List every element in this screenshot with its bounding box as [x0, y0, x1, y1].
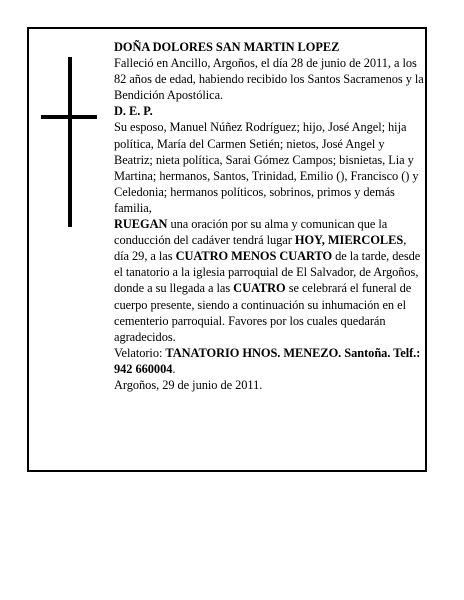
obituary-text: [114, 39, 424, 393]
latin-cross-icon: [41, 57, 97, 227]
dep-line: D. E. P.: [114, 104, 153, 119]
wake-place: TANATORIO HNOS. MENEZO.: [165, 345, 342, 360]
request-text-4: se celebrará el funeral de cuerpo presente, siendo a continuación su inhumación en el cementerio parroquial. Favores por los cuales quedarán agradecidos.: [114, 281, 412, 344]
funeral-request: [114, 216, 424, 345]
request-text-3: de la tarde, desde el tanatorio a la iglesia parroquial de El Salvador, de Argoños, donde a su llegada a las: [114, 249, 421, 296]
deceased-name: DOÑA DOLORES SAN MARTIN LOPEZ: [114, 40, 340, 54]
request-bold: RUEGAN: [114, 217, 168, 232]
time-bold: CUATRO MENOS CUARTO: [175, 249, 333, 264]
place-date: Argoños, 29 de junio de 2011.: [114, 377, 263, 392]
family-list: Su esposo, Manuel Núñez Rodríguez; hijo, José Angel; hija política, María del Carmen Setién; nietos, José Angel y Beatriz; nieta política, Sarai Gómez Campos; bisnietas, Lia y Martina; hermanos, Santos, Trinidad, Emilio (), Francisco () y Celedonia; hermanos políticos, sobrinos, primos y demás familia,: [114, 120, 419, 215]
obituary-notice: [27, 27, 427, 472]
day-bold: HOY, MIERCOLES: [294, 233, 404, 248]
wake-end: .: [172, 361, 176, 376]
wake-contact: Santoña. Telf.: 942 660004: [114, 345, 421, 376]
request-text-1: una oración por su alma y comunican que la conducción del cadáver tendrá lugar: [114, 217, 388, 248]
funeral-time-bold: CUATRO: [233, 281, 286, 296]
wake-details: [114, 345, 424, 377]
wake-label: Velatorio:: [114, 345, 166, 360]
cross-vertical-bar: [68, 57, 72, 227]
death-statement: Falleció en Ancillo, Argoños, el día 28 de junio de 2011, a los 82 años de edad, habiendo recibido los Santos Sacramenos y la Bendición Apostólica.: [114, 56, 424, 103]
cross-horizontal-bar: [41, 115, 97, 119]
request-text-2: , día 29, a las: [114, 233, 407, 264]
